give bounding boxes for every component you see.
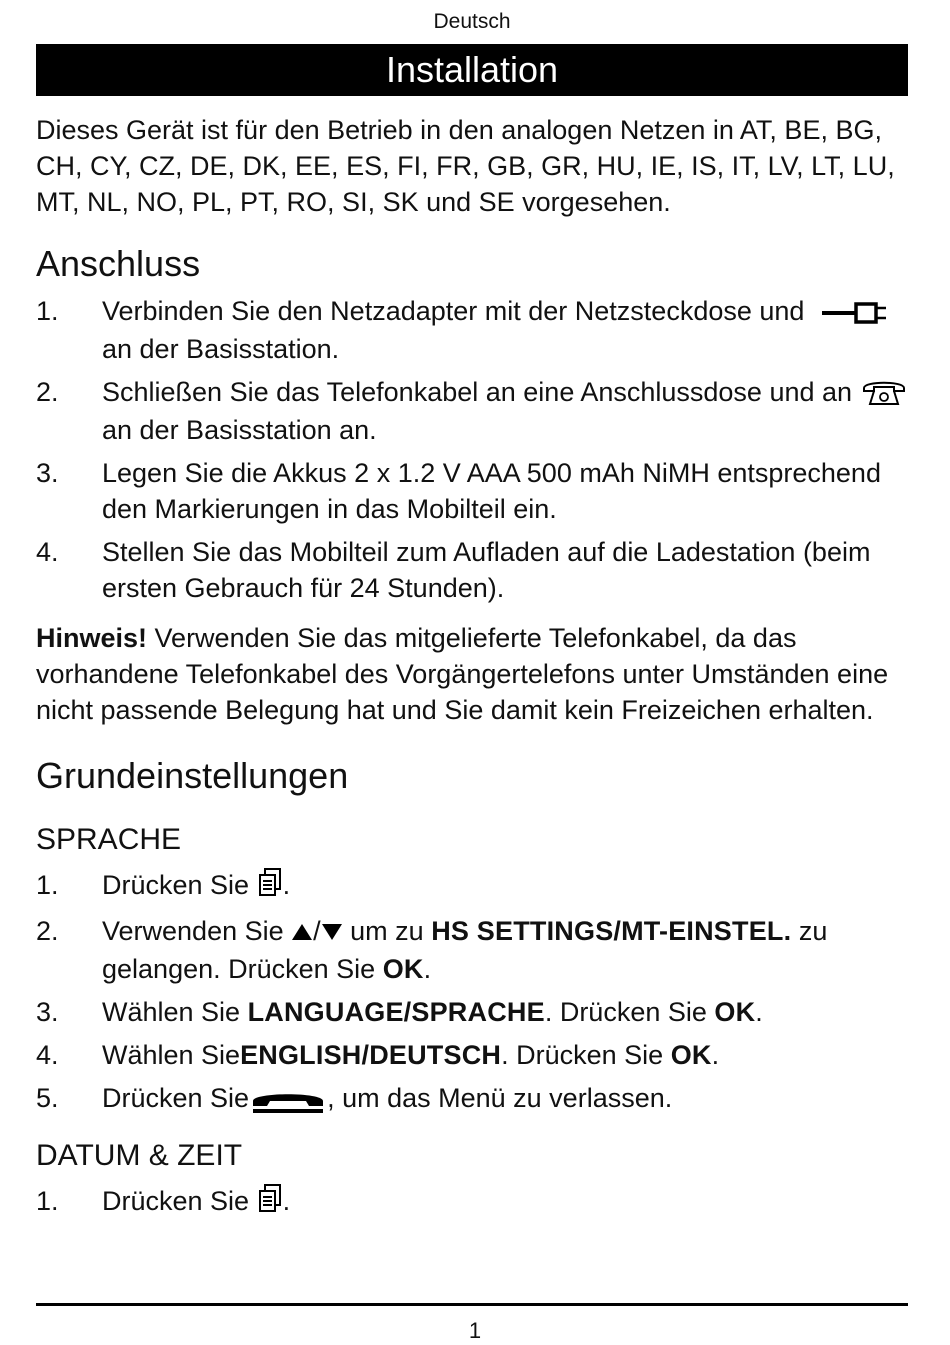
- step-number: 3.: [36, 457, 59, 488]
- menu-keyword: LANGUAGE/SPRACHE: [247, 997, 545, 1027]
- step-number: 1.: [36, 869, 59, 900]
- step-text: an der Basisstation an.: [102, 414, 377, 445]
- ok-keyword: OK: [382, 954, 424, 984]
- list-item: [36, 867, 908, 906]
- step-text: , um das Menü zu verlassen.: [327, 1083, 673, 1113]
- step-text: Drücken Sie: [102, 1083, 250, 1113]
- step-text: Wählen Sie: [102, 1040, 241, 1070]
- step-text: /: [313, 916, 321, 947]
- step-text: .: [755, 997, 763, 1027]
- menu-icon: [257, 1183, 283, 1222]
- menu-keyword: HS SETTINGS/MT-EINSTEL.: [431, 916, 792, 947]
- list-item: [36, 374, 908, 448]
- ok-keyword: OK: [670, 1040, 712, 1070]
- manual-page: [36, 0, 908, 1222]
- step-text: .: [282, 869, 291, 900]
- step-text: zu gelangen. Drücken Sie: [102, 916, 828, 984]
- note-text: Verwenden Sie das mitgelieferte Telefonkabel, da das vorhandene Telefonkabel des Vorgängertelefons unter Umständen eine nicht passende Belegung hat und Sie damit kein Freizeichen erhalten.: [36, 622, 889, 725]
- end-call-icon: [249, 1082, 327, 1118]
- section-title-banner: Installation: [36, 44, 908, 96]
- step-text: .: [711, 1040, 720, 1070]
- list-item: [36, 913, 908, 987]
- sprache-steps: [36, 867, 908, 1118]
- power-adapter-icon: [812, 295, 890, 331]
- list-item: [36, 534, 908, 606]
- step-number: 1.: [36, 1185, 59, 1216]
- step-text: Schließen Sie das Telefonkabel an eine Anschlussdose und an: [102, 376, 860, 407]
- ok-keyword: OK: [714, 997, 756, 1027]
- intro-paragraph: Dieses Gerät ist für den Betrieb in den analogen Netzen in AT, BE, BG, CH, CY, CZ, DE, DK, EE, ES, FI, FR, GB, GR, HU, IE, IS, IT, LV, LT, LU, MT, NL, NO, PL, PT, RO, SI, SK und SE vorgesehen.: [36, 115, 895, 217]
- step-text: Wählen Sie: [102, 997, 248, 1027]
- note-label: Hinweis!: [36, 622, 148, 653]
- step-number: 2.: [36, 376, 59, 407]
- step-text: Stellen Sie das Mobilteil zum Aufladen auf die Ladestation (beim ersten Gebrauch für 24 Stunden).: [102, 536, 871, 603]
- step-number: 5.: [36, 1083, 59, 1113]
- heading-datum-zeit: DATUM & ZEIT: [36, 1138, 243, 1172]
- list-item: [36, 994, 908, 1030]
- step-text: Drücken Sie: [102, 1185, 257, 1216]
- step-text: . Drücken Sie: [501, 1040, 671, 1070]
- list-item: [36, 455, 908, 527]
- menu-icon: [257, 867, 283, 906]
- step-text: Verwenden Sie: [102, 916, 292, 947]
- heading-anschluss: Anschluss: [36, 243, 201, 284]
- step-text: Legen Sie die Akkus 2 x 1.2 V AAA 500 mAh NiMH entsprechend den Markierungen in das Mobilteil ein.: [102, 457, 881, 524]
- step-number: 4.: [36, 536, 59, 567]
- datum-steps: [36, 1183, 908, 1222]
- step-number: 1.: [36, 296, 59, 326]
- anschluss-steps: [36, 293, 908, 606]
- list-item: [36, 1037, 908, 1073]
- menu-keyword: ENGLISH/DEUTSCH: [240, 1040, 502, 1070]
- step-text: Drücken Sie: [102, 869, 257, 900]
- step-text: .: [282, 1185, 291, 1216]
- note-paragraph: [36, 620, 908, 728]
- page-number: 1: [468, 1318, 482, 1343]
- step-text: .: [423, 954, 432, 984]
- step-number: 4.: [36, 1040, 59, 1070]
- telephone-icon: [860, 376, 908, 412]
- step-number: 2.: [36, 916, 59, 947]
- list-item: [36, 1080, 908, 1118]
- step-text: um zu: [342, 916, 432, 947]
- step-number: 3.: [36, 997, 59, 1027]
- list-item: [36, 293, 908, 367]
- language-label: Deutsch: [433, 10, 511, 33]
- heading-sprache: SPRACHE: [36, 822, 182, 856]
- step-text: . Drücken Sie: [544, 997, 715, 1027]
- arrow-down-icon: [321, 915, 343, 951]
- step-text: Verbinden Sie den Netzadapter mit der Netzsteckdose und: [102, 296, 805, 326]
- arrow-up-icon: [291, 915, 313, 951]
- footer-divider: [36, 1303, 908, 1306]
- list-item: [36, 1183, 908, 1222]
- step-text: an der Basisstation.: [102, 333, 340, 364]
- heading-grundeinstellungen: Grundeinstellungen: [36, 754, 349, 796]
